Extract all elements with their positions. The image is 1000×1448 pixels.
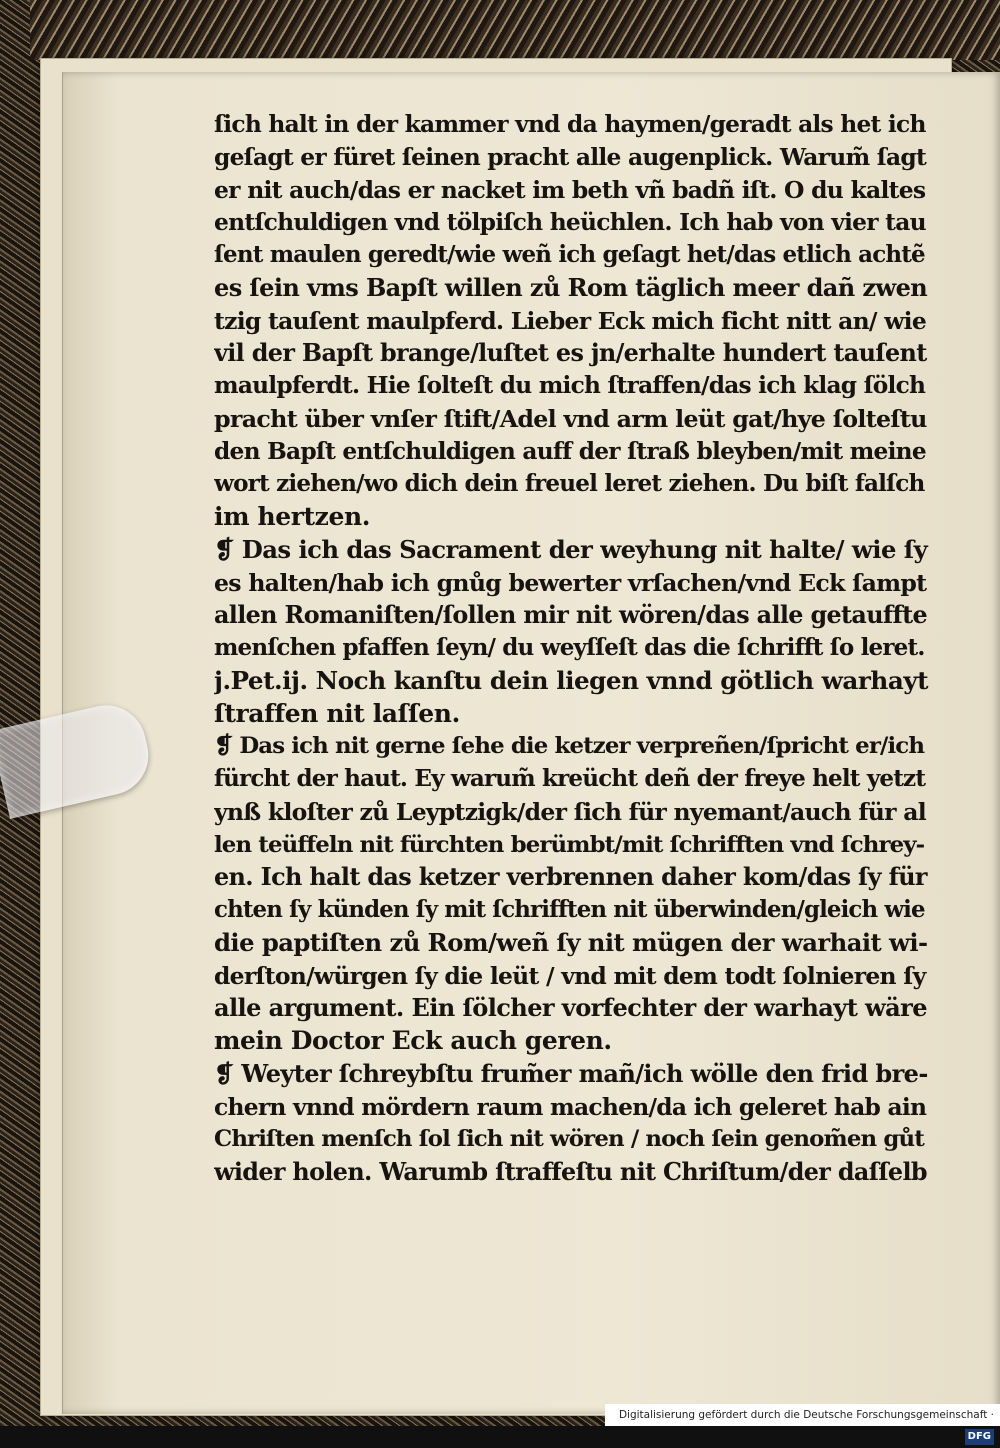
text-line: den Bapſt entſchuldigen auff der ſtraß bleyben/mit meine xyxy=(214,437,926,465)
text-line: wort ziehen/wo dich dein freuel leret ziehen. Du biſt falſch xyxy=(214,470,925,498)
page-text xyxy=(214,108,929,1189)
text-line: ynß kloſter zů Leyptzigk/der ſich für nyemant/auch für al xyxy=(214,797,926,826)
text-line: fürcht der haut. Ey warum̃ kreücht deñ der freye helt yetzt xyxy=(214,765,926,792)
text-line: mein Doctor Eck auch geren. xyxy=(214,1026,612,1055)
digitization-footer xyxy=(605,1404,1000,1442)
text-line: derſton/würgen ſy die leüt / vnd mit dem todt ſolnieren ſy xyxy=(214,961,926,990)
text-line: chten ſy künden ſy mit ſchrifften nit überwinden/gleich wie xyxy=(214,897,925,923)
text-line: en. Ich halt das ketzer verbrennen daher kom/das ſy für xyxy=(214,863,927,892)
text-line: ſent maulen geredt/wie weñ ich geſagt het/das etlich achtẽ xyxy=(214,241,925,268)
text-line: pracht über vnſer ſtift/Adel vnd arm leüt gat/hye ſolteſtu xyxy=(214,404,927,433)
text-line: er nit auch/das er nacket im beth vñ badñ iſt. O du kaltes xyxy=(214,175,926,204)
dfg-logo: DFG xyxy=(965,1429,994,1445)
text-line: im hertzen. xyxy=(214,502,371,531)
text-line: ſich halt in der kammer vnd da haymen/geradt als het ich xyxy=(214,110,926,138)
text-line: es halten/hab ich gnůg bewerter vrſachen/vnd Eck ſampt xyxy=(214,568,927,597)
text-line: ❡ Das ich nit gerne ſehe die ketzer verpreñen/ſpricht er/ich xyxy=(214,733,925,760)
text-line: menſchen pfaffen ſeyn/ du weyſſeſt das die ſchrifft ſo leret. xyxy=(214,634,925,661)
text-line: entſchuldigen vnd tölpiſch heüchlen. Ich hab von vier tau xyxy=(214,208,926,237)
text-line: ſtraffen nit laſſen. xyxy=(214,698,460,728)
text-line: vil der Bapſt brange/luſtet es jn/erhalte hundert tauſent xyxy=(214,339,927,368)
book-cover-edge xyxy=(30,0,1000,60)
text-line: allen Romaniſten/ſollen mir nit wören/das alle getauffte xyxy=(214,601,928,630)
text-line: ❡ Weyter ſchreybſtu frum̃er mañ/ich wölle den frid bre- xyxy=(214,1058,928,1088)
text-line: Chriſten menſch ſol ſich nit wören / noch ſein genom̃en gůt xyxy=(214,1126,924,1153)
text-line: maulpferdt. Hie ſolteſt du mich ſtraffen/das ich klag ſölch xyxy=(214,372,926,399)
text-line: wider holen. Warumb ſtraffeſtu nit Chriſtum/der daſſelb xyxy=(214,1158,927,1186)
text-line: j.Pet.ij. Noch kanſtu dein liegen vnnd götlich warhayt xyxy=(214,665,929,695)
text-line: es ſein vms Bapſt willen zů Rom täglich meer dañ zwen xyxy=(214,272,928,302)
text-line: ❡ Das ich das Sacrament der weyhung nit halte/ wie ſy xyxy=(214,534,928,564)
text-line: tzig tauſent maulpferd. Lieber Eck mich ficht nitt an/ wie xyxy=(214,306,927,335)
text-line: geſagt er füret ſeinen pracht alle augenplick. Warum̃ ſagt xyxy=(214,142,927,171)
text-line: alle argument. Ein ſölcher vorfechter der warhayt wäre xyxy=(214,993,927,1023)
footer-credit: Digitalisierung gefördert durch die Deutsche Forschungsgemeinschaft · xyxy=(618,1409,994,1421)
text-line: chern vnnd mördern raum machen/da ich geleret hab ain xyxy=(214,1092,927,1121)
text-line: die paptiſten zů Rom/weñ ſy nit mügen der warhait wi- xyxy=(214,927,928,957)
text-line: len teüffeln nit fürchten berümbt/mit ſchrifften vnd ſchrey- xyxy=(214,831,925,858)
